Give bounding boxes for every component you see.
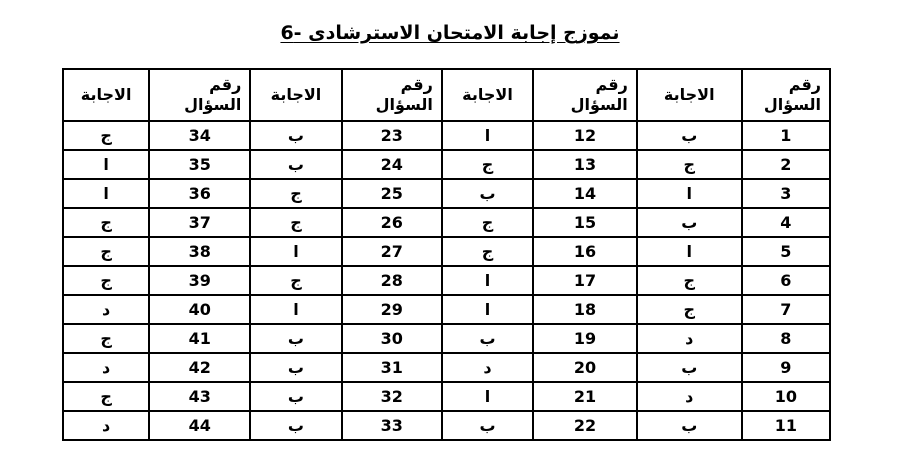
question-number-cell: 6 <box>742 266 830 295</box>
answer-cell: ج <box>63 237 149 266</box>
answer-cell: ب <box>250 353 341 382</box>
answer-cell: ج <box>637 150 742 179</box>
question-number-cell: 22 <box>533 411 637 440</box>
answer-cell: ج <box>637 295 742 324</box>
answer-cell: ج <box>637 266 742 295</box>
answer-cell: د <box>637 382 742 411</box>
answer-cell: ب <box>637 411 742 440</box>
question-number-cell: 23 <box>342 121 442 150</box>
question-number-header <box>149 69 250 121</box>
answer-cell: ج <box>250 266 341 295</box>
answer-cell: ج <box>442 208 533 237</box>
header-label: رقم <box>788 75 821 94</box>
question-number-cell: 31 <box>342 353 442 382</box>
question-number-cell: 40 <box>149 295 250 324</box>
answer-cell: ج <box>442 237 533 266</box>
answer-cell: ب <box>250 382 341 411</box>
answer-cell: ب <box>442 324 533 353</box>
question-number-cell: 30 <box>342 324 442 353</box>
answer-cell: ب <box>442 411 533 440</box>
header-label: رقم <box>595 75 628 94</box>
question-number-cell: 18 <box>533 295 637 324</box>
answer-cell: ج <box>63 208 149 237</box>
question-number-cell: 1 <box>742 121 830 150</box>
page-title <box>0 22 900 44</box>
answer-cell: ج <box>63 324 149 353</box>
header-label: السؤال <box>763 95 821 114</box>
answer-cell: ج <box>63 121 149 150</box>
question-number-cell: 29 <box>342 295 442 324</box>
answer-cell: د <box>63 411 149 440</box>
question-number-cell: 4 <box>742 208 830 237</box>
answer-key-table <box>62 68 831 441</box>
header-label: السؤال <box>375 95 433 114</box>
answer-cell: ا <box>442 266 533 295</box>
answer-cell: ا <box>637 179 742 208</box>
answer-cell: ب <box>637 121 742 150</box>
table-row <box>63 295 830 324</box>
question-number-cell: 25 <box>342 179 442 208</box>
question-number-header <box>533 69 637 121</box>
question-number-cell: 24 <box>342 150 442 179</box>
answer-cell: د <box>637 324 742 353</box>
question-number-cell: 7 <box>742 295 830 324</box>
question-number-cell: 41 <box>149 324 250 353</box>
answer-cell: ب <box>637 353 742 382</box>
table-row <box>63 150 830 179</box>
question-number-cell: 34 <box>149 121 250 150</box>
question-number-cell: 2 <box>742 150 830 179</box>
table-row <box>63 121 830 150</box>
answer-header: الاجابة <box>442 69 533 121</box>
question-number-cell: 9 <box>742 353 830 382</box>
question-number-cell: 21 <box>533 382 637 411</box>
answer-cell: ج <box>442 150 533 179</box>
answer-cell: ب <box>250 324 341 353</box>
table-header-row <box>63 69 830 121</box>
header-label: رقم <box>400 75 433 94</box>
table-row <box>63 208 830 237</box>
question-number-cell: 5 <box>742 237 830 266</box>
question-number-cell: 28 <box>342 266 442 295</box>
question-number-header <box>342 69 442 121</box>
table-row <box>63 237 830 266</box>
question-number-cell: 44 <box>149 411 250 440</box>
answer-header: الاجابة <box>637 69 742 121</box>
answer-cell: ا <box>63 150 149 179</box>
table-row <box>63 266 830 295</box>
answer-cell: ب <box>250 411 341 440</box>
question-number-cell: 35 <box>149 150 250 179</box>
header-label: السؤال <box>570 95 628 114</box>
table-row <box>63 179 830 208</box>
answer-cell: د <box>63 295 149 324</box>
header-label: السؤال <box>184 95 242 114</box>
question-number-cell: 15 <box>533 208 637 237</box>
question-number-cell: 20 <box>533 353 637 382</box>
answer-cell: ب <box>250 150 341 179</box>
question-number-cell: 16 <box>533 237 637 266</box>
question-number-cell: 36 <box>149 179 250 208</box>
question-number-cell: 17 <box>533 266 637 295</box>
question-number-cell: 26 <box>342 208 442 237</box>
answer-cell: ا <box>442 382 533 411</box>
page-title-text: نموزج إجابة الامتحان الاسترشادى -6 <box>280 22 620 44</box>
table-row <box>63 382 830 411</box>
question-number-cell: 11 <box>742 411 830 440</box>
question-number-cell: 13 <box>533 150 637 179</box>
question-number-cell: 37 <box>149 208 250 237</box>
question-number-cell: 38 <box>149 237 250 266</box>
answer-cell: ا <box>442 295 533 324</box>
table-row <box>63 324 830 353</box>
answer-header: الاجابة <box>250 69 341 121</box>
answer-cell: د <box>442 353 533 382</box>
question-number-cell: 42 <box>149 353 250 382</box>
question-number-cell: 19 <box>533 324 637 353</box>
answer-cell: ا <box>442 121 533 150</box>
table-row <box>63 411 830 440</box>
question-number-cell: 33 <box>342 411 442 440</box>
answer-cell: ج <box>250 179 341 208</box>
answer-cell: ا <box>250 295 341 324</box>
answer-cell: ج <box>250 208 341 237</box>
answer-cell: ب <box>442 179 533 208</box>
answer-cell: ب <box>637 208 742 237</box>
question-number-cell: 10 <box>742 382 830 411</box>
question-number-cell: 3 <box>742 179 830 208</box>
answer-cell: ا <box>250 237 341 266</box>
question-number-cell: 14 <box>533 179 637 208</box>
answer-cell: ج <box>63 266 149 295</box>
header-label: رقم <box>209 75 242 94</box>
answer-cell: د <box>63 353 149 382</box>
answer-cell: ب <box>250 121 341 150</box>
question-number-cell: 27 <box>342 237 442 266</box>
question-number-cell: 12 <box>533 121 637 150</box>
question-number-cell: 39 <box>149 266 250 295</box>
answer-cell: ا <box>63 179 149 208</box>
question-number-cell: 32 <box>342 382 442 411</box>
question-number-header <box>742 69 830 121</box>
answer-cell: ا <box>637 237 742 266</box>
question-number-cell: 43 <box>149 382 250 411</box>
question-number-cell: 8 <box>742 324 830 353</box>
answer-header: الاجابة <box>63 69 149 121</box>
table-row <box>63 353 830 382</box>
answer-cell: ج <box>63 382 149 411</box>
